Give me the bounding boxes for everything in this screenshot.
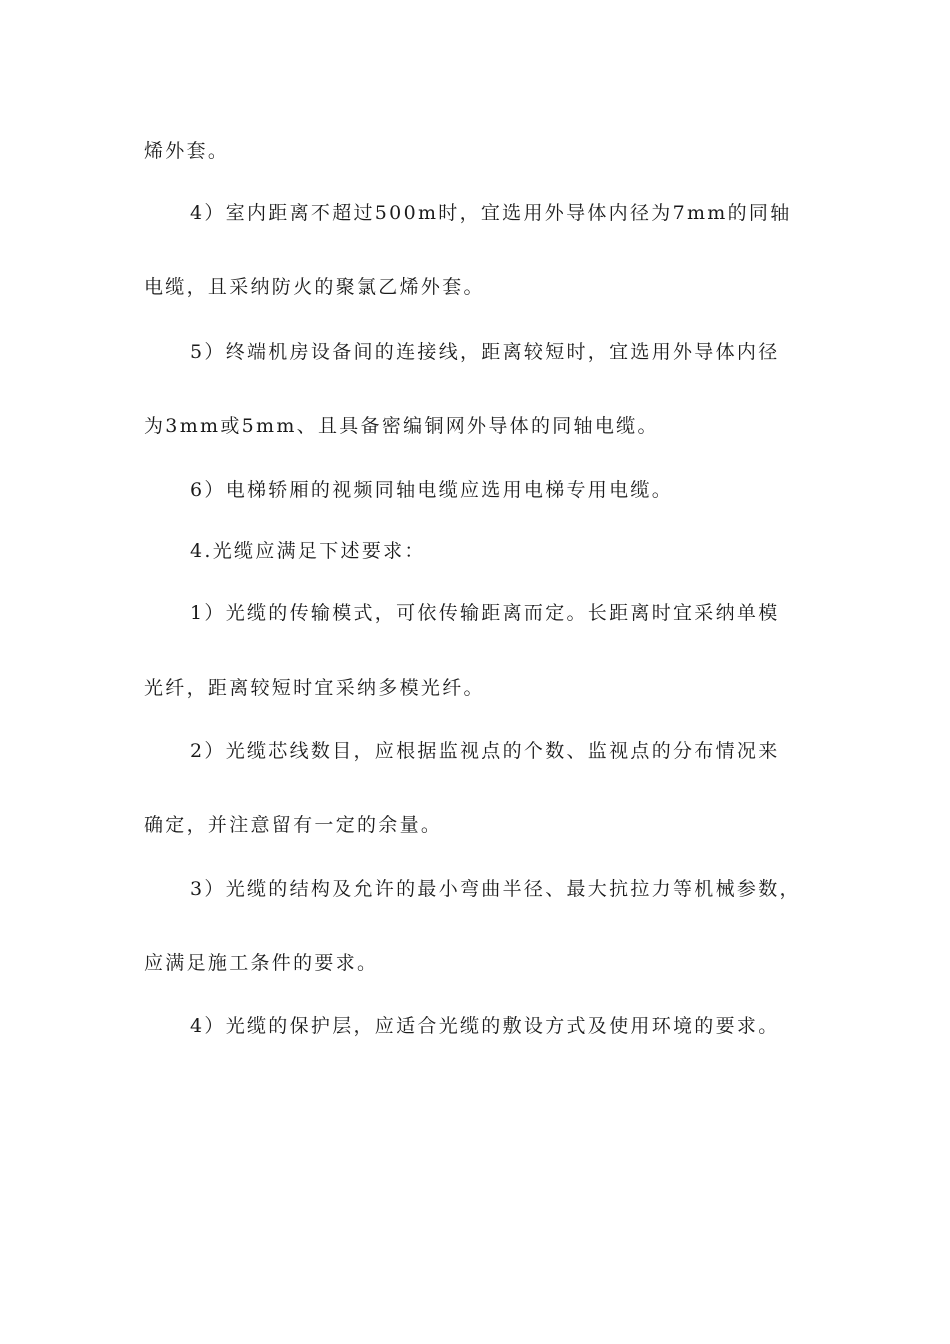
paragraph-line: 1）光缆的传输模式，可依传输距离而定。长距离时宜采纳单模 [190, 602, 780, 624]
paragraph-line: 4）室内距离不超过500m时，宜选用外导体内径为7mm的同轴 [190, 202, 792, 224]
paragraph-line: 6）电梯轿厢的视频同轴电缆应选用电梯专用电缆。 [190, 479, 673, 501]
paragraph-line: 应满足施工条件的要求。 [144, 952, 379, 974]
paragraph-line: 4）光缆的保护层，应适合光缆的敷设方式及使用环境的要求。 [190, 1015, 780, 1037]
paragraph-line: 3）光缆的结构及允许的最小弯曲半径、最大抗拉力等机械参数， [190, 878, 801, 900]
paragraph-line: 为3mm或5mm、且具备密编铜网外导体的同轴电缆。 [144, 415, 659, 437]
section-heading: 4.光缆应满足下述要求： [190, 540, 426, 562]
paragraph-line: 光纤，距离较短时宜采纳多模光纤。 [144, 677, 485, 699]
paragraph-line: 2）光缆芯线数目，应根据监视点的个数、监视点的分布情况来 [190, 740, 780, 762]
paragraph-line: 确定，并注意留有一定的余量。 [144, 814, 443, 836]
paragraph-line: 烯外套。 [144, 140, 230, 162]
paragraph-line: 5）终端机房设备间的连接线，距离较短时，宜选用外导体内径 [190, 341, 780, 363]
paragraph-line: 电缆，且采纳防火的聚氯乙烯外套。 [144, 276, 485, 298]
